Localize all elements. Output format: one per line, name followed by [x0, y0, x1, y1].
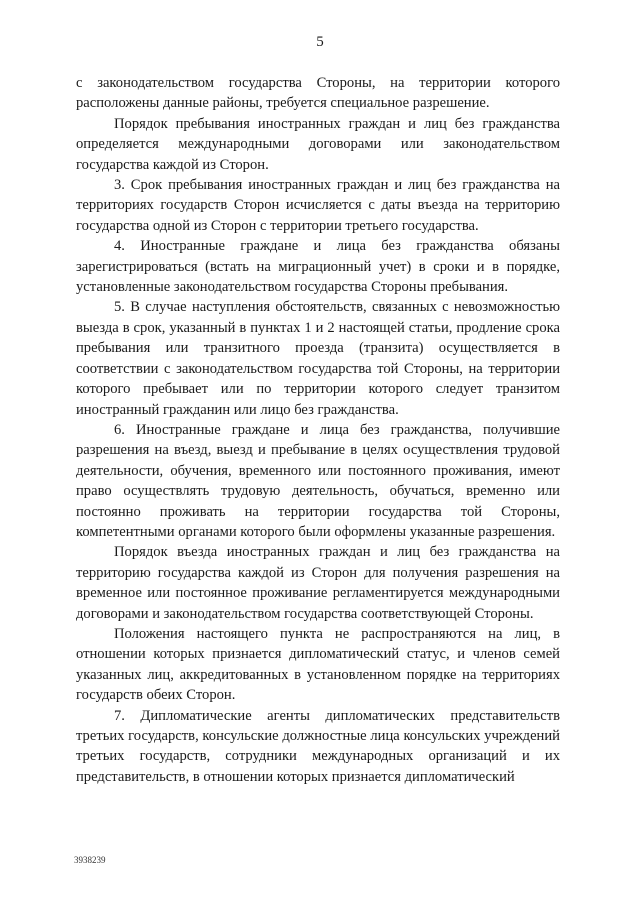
document-code: 3938239 [74, 855, 106, 865]
paragraph-entry-procedure: Порядок въезда иностранных граждан и лиц без гражданства на территорию государства каждой из Сторон для получения разрешения на временное или постоянное проживание регламентируется международными договорами и законодательством государства соответствующей Стороны. [76, 544, 560, 622]
paragraph-item-7: 7. Дипломатические агенты дипломатических представительств третьих государств, консульские должностные лица консульских учреждений третьих государств, сотрудники международных организаций и их представительств, в отношении которых признается дипломатический [76, 707, 560, 785]
paragraph-stay-procedure: Порядок пребывания иностранных граждан и лиц без гражданства определяется международными договорами или законодательством государства каждой из Сторон. [76, 115, 560, 173]
document-body [76, 73, 560, 787]
paragraph-item-6: 6. Иностранные граждане и лица без гражданства, получившие разрешения на въезд, выезд и пребывание в целях осуществления трудовой деятельности, обучения, временного или постоянного проживания, имеют право осуществлять трудовую деятельность, обучаться, временно или постоянно проживать на территории государства той Стороны, компетентными органами которого были оформлены указанные разрешения. [76, 421, 560, 540]
page-number: 5 [316, 34, 324, 50]
paragraph-exceptions: Положения настоящего пункта не распространяются на лиц, в отношении которых признается дипломатический статус, и членов семей указанных лиц, аккредитованных в установленном порядке на территориях государств обеих Сторон. [76, 625, 560, 704]
paragraph-item-3: 3. Срок пребывания иностранных граждан и лиц без гражданства на территориях государств Сторон исчисляется с даты въезда на территорию государства одной из Сторон с территории третьего государства. [76, 177, 560, 234]
paragraph-item-4: 4. Иностранные граждане и лица без гражданства обязаны зарегистрироваться (встать на миграционный учет) в сроки и в порядке, установленные законодательством государства Стороны пребывания. [76, 238, 560, 296]
paragraph-continuation: с законодательством государства Стороны, на территории которого расположены данные районы, требуется специальное разрешение. [76, 75, 560, 112]
paragraph-item-5: 5. В случае наступления обстоятельств, связанных с невозможностью выезда в срок, указанный в пунктах 1 и 2 настоящей статьи, продление срока пребывания или транзитного проезда (транзита) осуществляется в соответствии с законодательством государства той Стороны, на территории которого пребывает или по территории которого следует транзитом иностранный гражданин или лицо без гражданства. [76, 299, 560, 418]
